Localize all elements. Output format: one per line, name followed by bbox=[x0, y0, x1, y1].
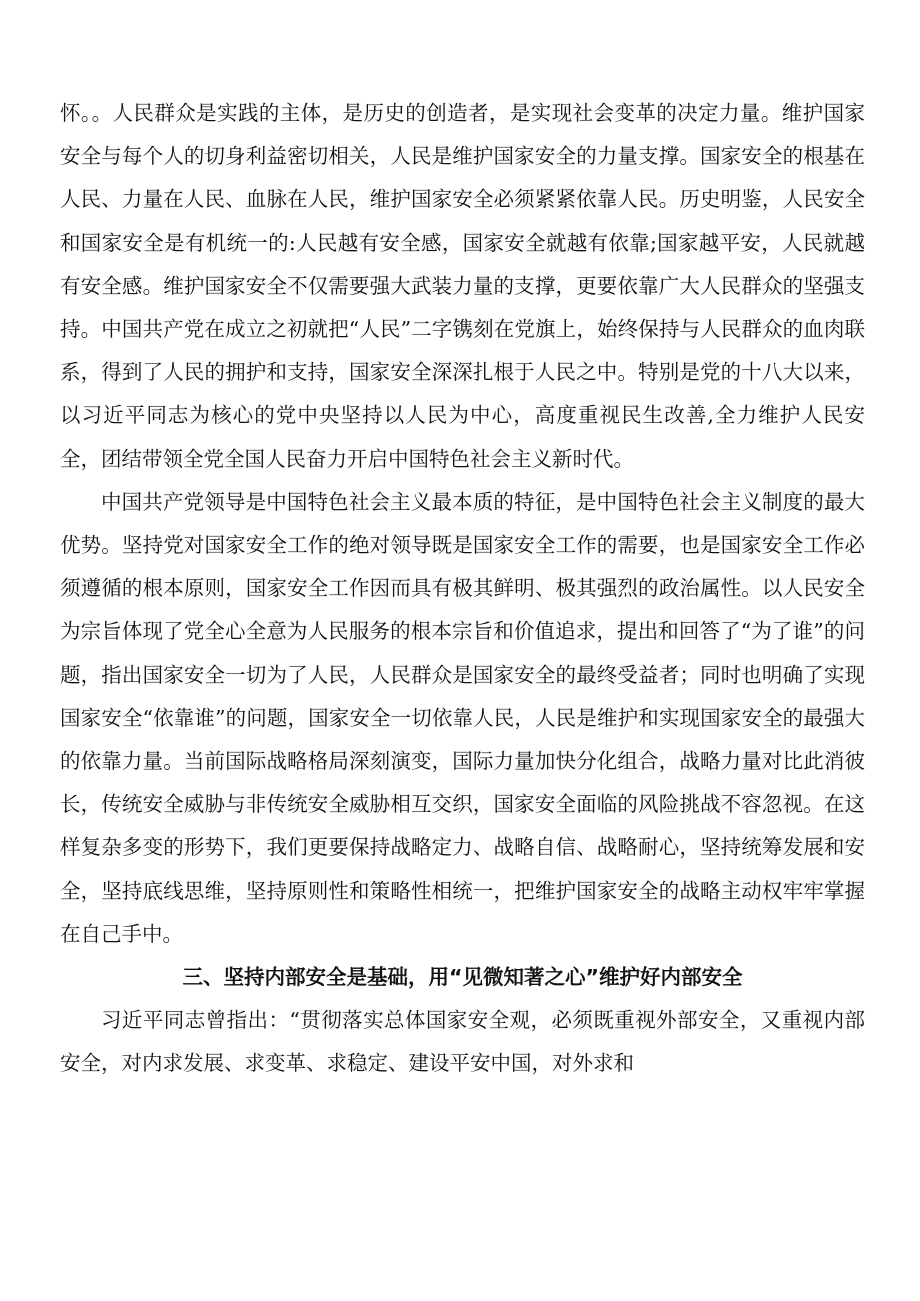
document-body bbox=[60, 92, 865, 1086]
section-heading-3: 三、坚持内部安全是基础，用“见微知著之心”维护好内部安全 bbox=[182, 965, 743, 990]
paragraph-party-leadership: 中国共产党领导是中国特色社会主义最本质的特征，是中国特色社会主义制度的最大优势。坚持党对国家安全工作的绝对领导既是国家安全工作的需要，也是国家安全工作必须遵循的根本原则，国家安全工作因而具有极其鲜明、极其强烈的政治属性。以人民安全为宗旨体现了党全心全意为人民服务的根本宗旨和价值追求，提出和回答了“为了谁”的问题，指出国家安全一切为了人民，人民群众是国家安全的最终受益者；同时也明确了实现国家安全“依靠谁”的问题，国家安全一切依靠人民，人民是维护和实现国家安全的最强大的依靠力量。当前国际战略格局深刻演变，国际力量加快分化组合，战略力量对比此消彼长，传统安全威胁与非传统安全威胁相互交织，国家安全面临的风险挑战不容忽视。在这样复杂多变的形势下，我们更要保持战略定力、战略自信、战略耐心，坚持统筹发展和安全，坚持底线思维，坚持原则性和策略性相统一，把维护国家安全的战略主动权牢牢掌握在自己手中。 bbox=[60, 489, 865, 946]
paragraph-internal-security: 习近平同志曾指出：“贯彻落实总体国家安全观，必须既重视外部安全，又重视内部安全，对内求发展、求变革、求稳定、建设平安中国，对外求和 bbox=[60, 1008, 865, 1076]
paragraph-continuation: 怀。。人民群众是实践的主体，是历史的创造者，是实现社会变革的决定力量。维护国家安全与每个人的切身利益密切相关，人民是维护国家安全的力量支撑。国家安全的根基在人民、力量在人民、血脉在人民，维护国家安全必须紧紧依靠人民。历史明鉴，人民安全和国家安全是有机统一的:人民越有安全感，国家安全就越有依靠;国家越平安，人民就越有安全感。维护国家安全不仅需要强大武装力量的支撑，更要依靠广大人民群众的坚强支持。中国共产党在成立之初就把“人民”二字镌刻在党旗上，始终保持与人民群众的血肉联系，得到了人民的拥护和支持，国家安全深深扎根于人民之中。特别是党的十八大以来，以习近平同志为核心的党中央坚持以人民为中心，高度重视民生改善,全力维护人民安全，团结带领全党全国人民奋力开启中国特色社会主义新时代。 bbox=[60, 101, 865, 471]
